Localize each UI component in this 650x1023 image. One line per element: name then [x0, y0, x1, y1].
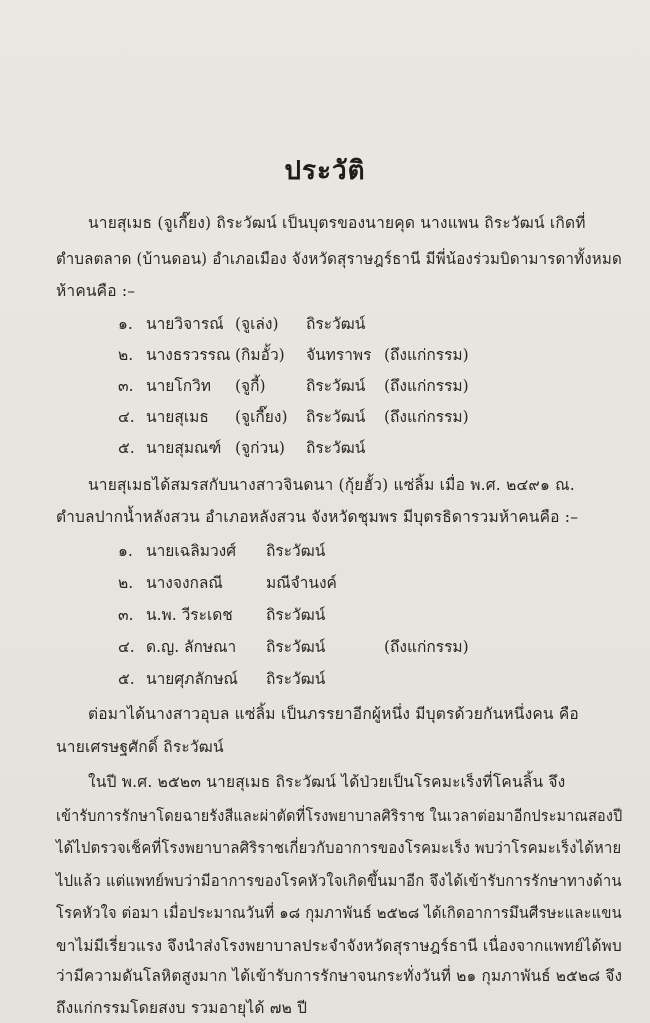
illness-line: โรคหัวใจ ต่อมา เมื่อประมาณวันที่ ๑๘ กุมภาพันธ์ ๒๕๒๘ ได้เกิดอาการมึนศีรษะและแขน: [56, 904, 622, 922]
illness-line: ถึงแก่กรรมโดยสงบ รวมอายุได้ ๗๒ ปี: [56, 999, 308, 1017]
sibling-name: นางธรวรรณ: [146, 346, 231, 364]
second-line-2: นายเศรษฐศักดิ์ ถิระวัฒน์: [56, 738, 224, 756]
illness-line: ในปี พ.ศ. ๒๕๒๓ นายสุเมธ ถิระวัฒน์ ได้ป่วยเป็นโรคมะเร็งที่โคนลิ้น จึง: [88, 773, 566, 791]
child-name: น.พ. วีระเดช: [146, 606, 233, 624]
sibling-surname: ถิระวัฒน์: [306, 315, 366, 333]
sibling-nickname: (กิมอั้ว): [235, 346, 285, 364]
sibling-name: นายสุเมธ: [146, 408, 209, 426]
sibling-number: ๕.: [118, 439, 135, 457]
sibling-note: (ถึงแก่กรรม): [384, 346, 469, 364]
illness-line: ขาไม่มีเรี่ยวแรง จึงนำส่งโรงพยาบาลประจำจังหวัดสุราษฎร์ธานี เนื่องจากแพทย์ได้พบ: [56, 937, 622, 955]
page-title: ประวัติ: [284, 156, 366, 186]
sibling-nickname: (จูเล่ง): [235, 315, 279, 333]
intro-line-1: นายสุเมธ (จูเกี๊ยง) ถิระวัฒน์ เป็นบุตรของนายคุด นางแพน ถิระวัฒน์ เกิดที่: [88, 214, 586, 232]
marriage-line-2: ตำบลปากน้ำหลังสวน อำเภอหลังสวน จังหวัดชุมพร มีบุตรธิดารวมห้าคนคือ :–: [56, 508, 579, 526]
sibling-nickname: (จูกี้): [235, 377, 266, 395]
sibling-name: นายโกวิท: [146, 377, 212, 395]
intro-line-2: ตำบลตลาด (บ้านดอน) อำเภอเมือง จังหวัดสุราษฎร์ธานี มีพี่น้องร่วมบิดามารดาทั้งหมด: [56, 250, 622, 268]
child-number: ๕.: [118, 670, 135, 688]
sibling-surname: ถิระวัฒน์: [306, 377, 366, 395]
second-line-1: ต่อมาได้นางสาวอุบล แซ่ลิ้ม เป็นภรรยาอีกผู้หนึ่ง มีบุตรด้วยกันหนึ่งคน คือ: [88, 705, 579, 723]
child-number: ๒.: [118, 574, 134, 592]
marriage-line-1: นายสุเมธได้สมรสกับนางสาวจินดนา (กุ้ยฮั้ว) แซ่ลิ้ม เมื่อ พ.ศ. ๒๔๙๑ ณ.: [88, 476, 575, 494]
sibling-number: ๒.: [118, 346, 134, 364]
intro-line-3: ห้าคนคือ :–: [56, 282, 136, 300]
illness-line: ได้ไปตรวจเช็คที่โรงพยาบาลศิริราชเกี่ยวกับอาการของโรคมะเร็ง พบว่าโรคมะเร็งได้หาย: [56, 839, 622, 857]
sibling-surname: ถิระวัฒน์: [306, 439, 366, 457]
child-surname: ถิระวัฒน์: [266, 670, 326, 688]
sibling-surname: จันทราพร: [306, 346, 372, 364]
child-surname: มณีจำนงค์: [266, 574, 337, 592]
child-number: ๓.: [118, 606, 134, 624]
child-note: (ถึงแก่กรรม): [384, 638, 469, 656]
child-name: ด.ญ. ลักษณา: [146, 638, 237, 656]
sibling-number: ๓.: [118, 377, 134, 395]
child-surname: ถิระวัฒน์: [266, 638, 326, 656]
child-surname: ถิระวัฒน์: [266, 542, 326, 560]
sibling-name: นายวิจารณ์: [146, 315, 224, 333]
sibling-nickname: (จูเกี๊ยง): [235, 408, 288, 426]
illness-line: เข้ารับการรักษาโดยฉายรังสีและผ่าตัดที่โรงพยาบาลศิริราช ในเวลาต่อมาอีกประมาณสองปี: [56, 807, 623, 825]
illness-line: ว่ามีความดันโลหิตสูงมาก ได้เข้ารับการรักษาจนกระทั่งวันที่ ๒๑ กุมภาพันธ์ ๒๕๒๘ จึง: [56, 967, 623, 985]
sibling-number: ๔.: [118, 408, 135, 426]
child-number: ๔.: [118, 638, 135, 656]
child-name: นายเฉลิมวงศ์: [146, 542, 237, 560]
sibling-note: (ถึงแก่กรรม): [384, 408, 469, 426]
sibling-name: นายสุมณฑ์: [146, 439, 222, 457]
child-name: นางจงกลณี: [146, 574, 223, 592]
sibling-note: (ถึงแก่กรรม): [384, 377, 469, 395]
child-surname: ถิระวัฒน์: [266, 606, 326, 624]
sibling-number: ๑.: [118, 315, 133, 333]
sibling-nickname: (จูก่วน): [235, 439, 285, 457]
child-name: นายศุภลักษณ์: [146, 670, 238, 688]
sibling-surname: ถิระวัฒน์: [306, 408, 366, 426]
child-number: ๑.: [118, 542, 133, 560]
illness-line: ไปแล้ว แต่แพทย์พบว่ามีอาการของโรคหัวใจเกิดขึ้นมาอีก จึงได้เข้ารับการรักษาทางด้าน: [56, 872, 622, 890]
